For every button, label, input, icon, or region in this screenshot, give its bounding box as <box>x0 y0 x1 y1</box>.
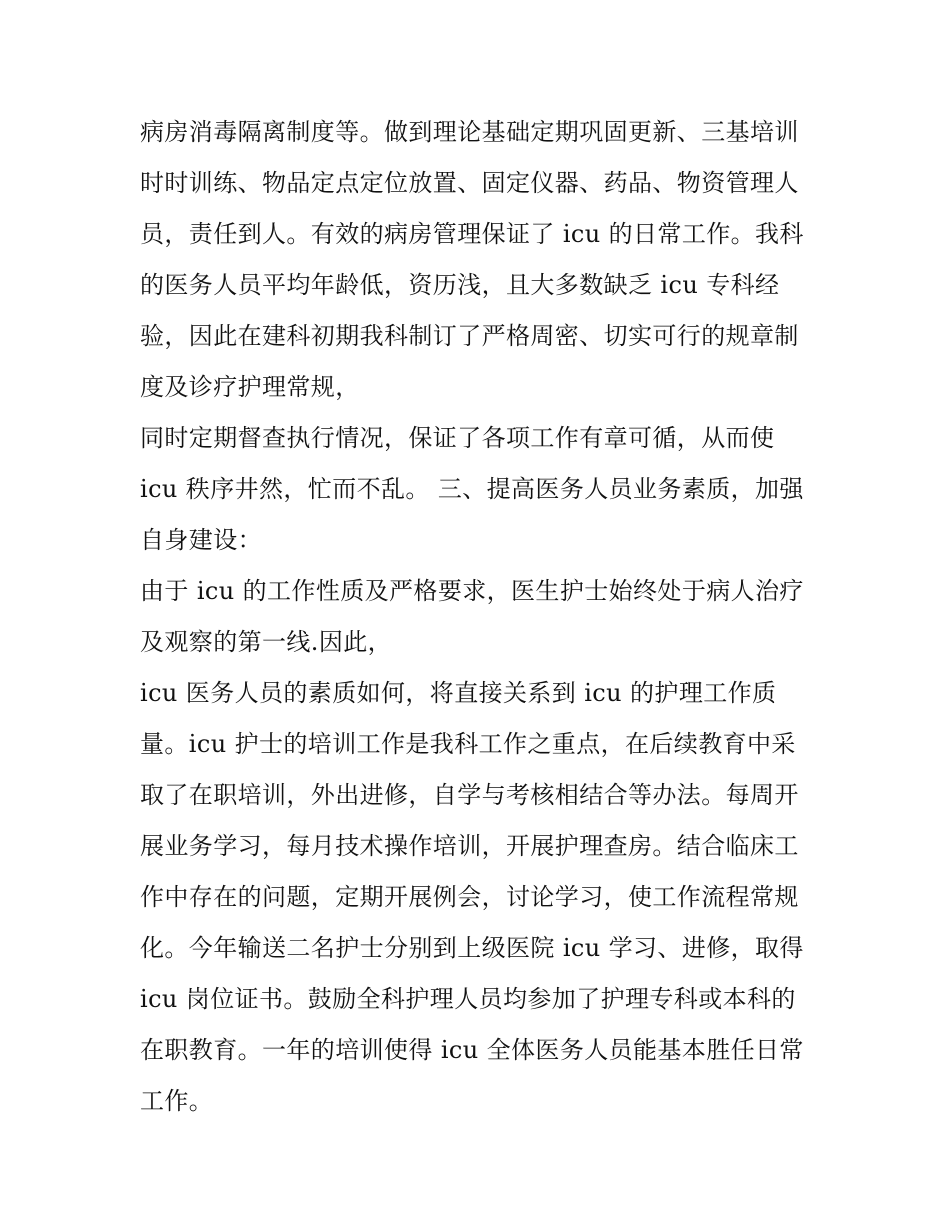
text-line: 作中存在的问题，定期开展例会，讨论学习，使工作流程常规 <box>140 883 799 911</box>
text-line: 由于 icu 的工作性质及严格要求，医生护士始终处于病人治疗 <box>140 577 804 605</box>
text-line: 自身建设： <box>140 526 262 554</box>
text-line: 员，责任到人。有效的病房管理保证了 icu 的日常工作。我科 <box>140 220 804 248</box>
text-line: 取了在职培训，外出进修，自学与考核相结合等办法。每周开 <box>140 781 799 809</box>
text-line: icu 秩序井然，忙而不乱。 三、提高医务人员业务素质，加强 <box>140 475 804 503</box>
text-line: 化。今年输送二名护士分别到上级医院 icu 学习、进修，取得 <box>140 934 804 962</box>
text-line: 在职教育。一年的培训使得 icu 全体医务人员能基本胜任日常 <box>140 1036 804 1064</box>
text-line: 时时训练、物品定点定位放置、固定仪器、药品、物资管理人 <box>140 169 799 197</box>
document-body-text <box>140 107 820 1127</box>
text-line: 量。icu 护士的培训工作是我科工作之重点，在后续教育中采 <box>140 730 796 758</box>
text-line: 的医务人员平均年龄低，资历浅，且大多数缺乏 icu 专科经 <box>140 271 780 299</box>
text-line: 工作。 <box>140 1087 214 1115</box>
text-line: 度及诊疗护理常规， <box>140 373 360 401</box>
text-line: 展业务学习，每月技术操作培训，开展护理查房。结合临床工 <box>140 832 799 860</box>
text-line: 及观察的第一线.因此， <box>140 628 393 656</box>
text-line: icu 医务人员的素质如何，将直接关系到 icu 的护理工作质 <box>140 679 777 707</box>
text-line: 验，因此在建科初期我科制订了严格周密、切实可行的规章制 <box>140 322 799 350</box>
text-line: icu 岗位证书。鼓励全科护理人员均参加了护理专科或本科的 <box>140 985 796 1013</box>
text-line: 同时定期督查执行情况，保证了各项工作有章可循，从而使 <box>140 424 775 452</box>
text-line: 病房消毒隔离制度等。做到理论基础定期巩固更新、三基培训 <box>140 118 799 146</box>
